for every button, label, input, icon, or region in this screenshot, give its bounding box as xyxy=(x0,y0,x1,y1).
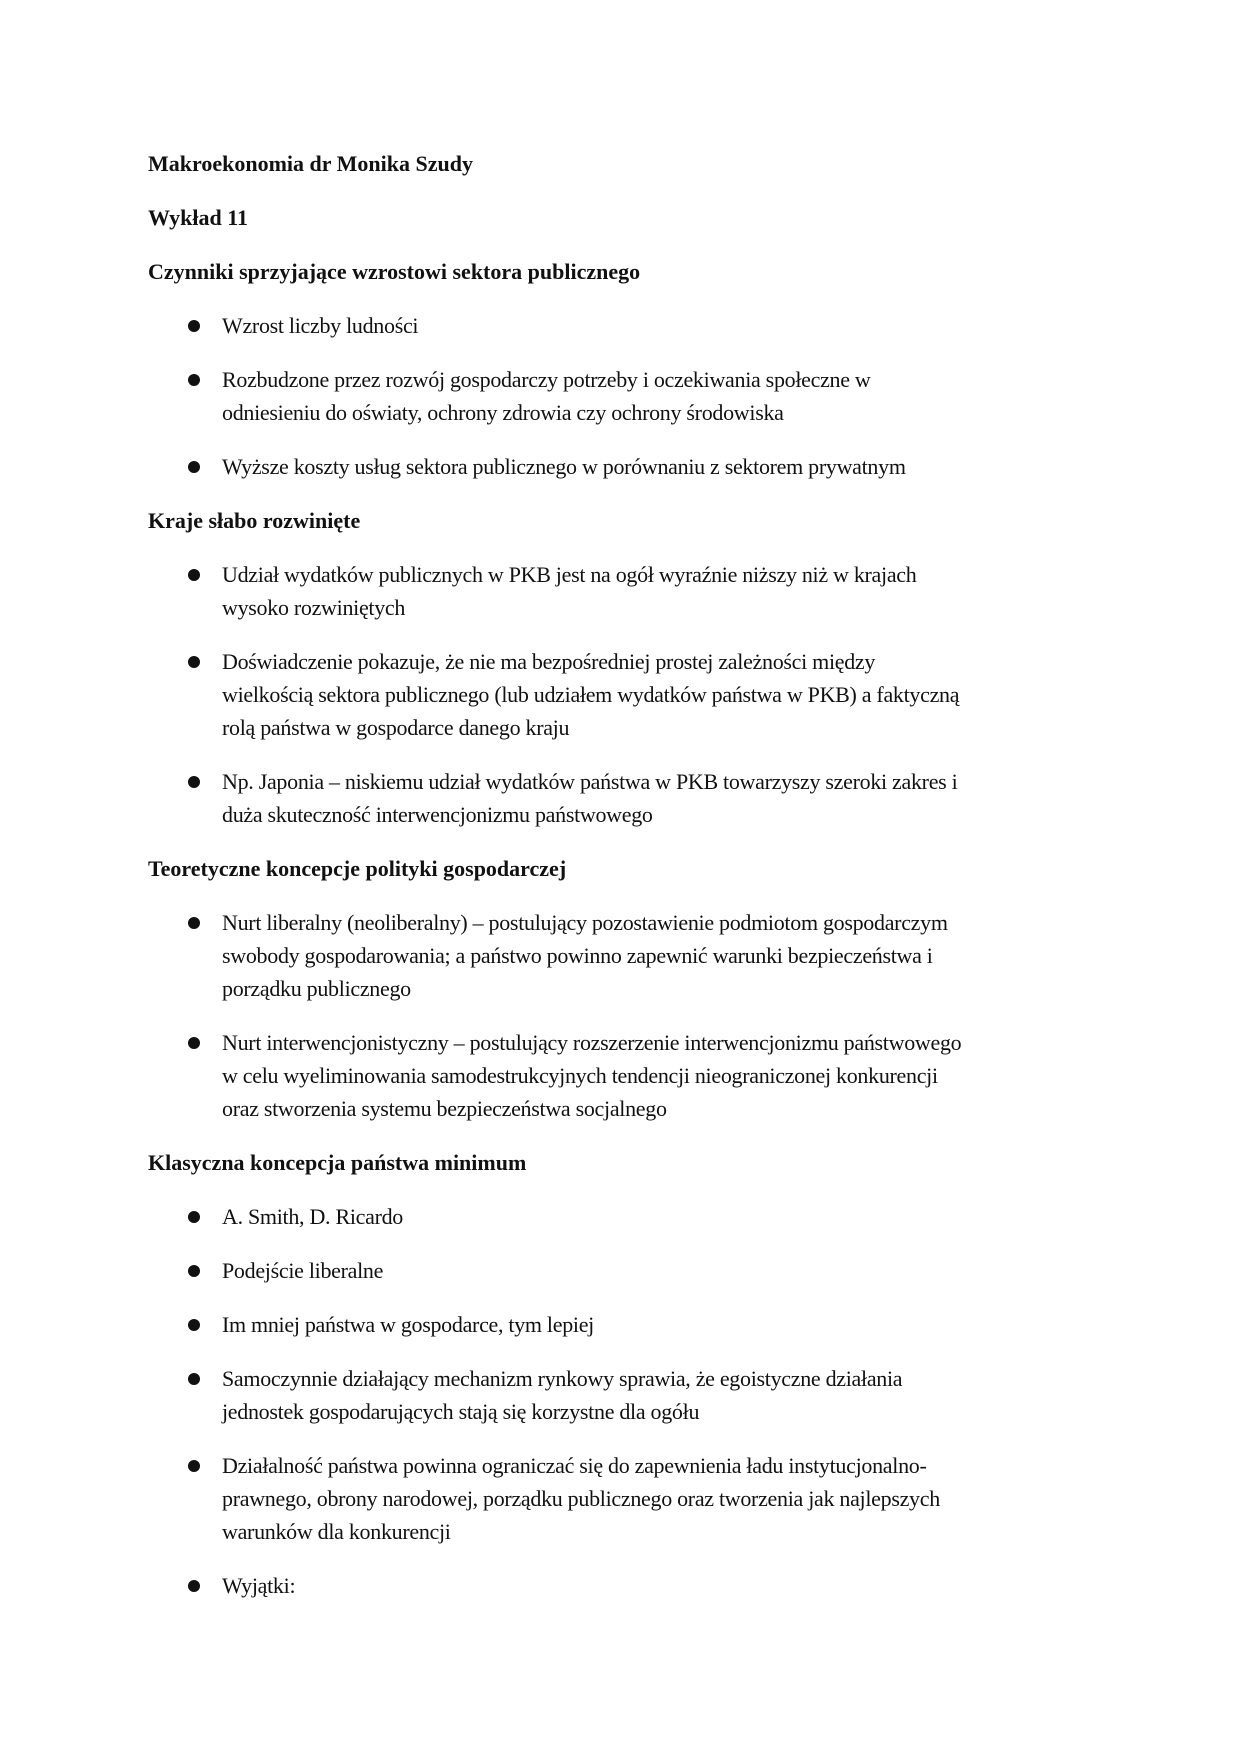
bullet-item xyxy=(148,1026,1148,1125)
bullet-icon xyxy=(188,1373,200,1385)
bullet-item xyxy=(148,450,1148,483)
document-page xyxy=(148,147,1148,1623)
bullet-text-line: prawnego, obrony narodowej, porządku publicznego oraz tworzenia jak najlepszych xyxy=(222,1486,940,1511)
bullet-text-line: Im mniej państwa w gospodarce, tym lepiej xyxy=(222,1312,594,1337)
bullet-icon xyxy=(188,1265,200,1277)
bullet-text-line: odniesieniu do oświaty, ochrony zdrowia czy ochrony środowiska xyxy=(222,400,784,425)
bullet-item xyxy=(148,906,1148,1005)
bullet-icon xyxy=(188,1211,200,1223)
lecture-number: Wykład 11 xyxy=(148,205,249,230)
bullet-icon xyxy=(188,569,200,581)
bullet-text-line: swobody gospodarowania; a państwo powinno zapewnić warunki bezpieczeństwa i xyxy=(222,943,933,968)
bullet-item xyxy=(148,1362,1148,1428)
bullet-icon xyxy=(188,917,200,929)
bullet-text-line: warunków dla konkurencji xyxy=(222,1519,451,1544)
document-title: Makroekonomia dr Monika Szudy xyxy=(148,151,473,176)
bullet-item xyxy=(148,1449,1148,1548)
bullet-text-line: A. Smith, D. Ricardo xyxy=(222,1204,403,1229)
bullet-text-line: w celu wyeliminowania samodestrukcyjnych tendencji nieograniczonej konkurencji xyxy=(222,1063,938,1088)
bullet-text-line: Nurt interwencjonistyczny – postulujący rozszerzenie interwencjonizmu państwowego xyxy=(222,1030,962,1055)
bullet-icon xyxy=(188,776,200,788)
bullet-text-line: porządku publicznego xyxy=(222,976,411,1001)
bullet-text-line: rolą państwa w gospodarce danego kraju xyxy=(222,715,570,740)
bullet-text-line: Rozbudzone przez rozwój gospodarczy potrzeby i oczekiwania społeczne w xyxy=(222,367,871,392)
bullet-item xyxy=(148,363,1148,429)
bullet-text-line: Działalność państwa powinna ograniczać się do zapewnienia ładu instytucjonalno- xyxy=(222,1453,927,1478)
bullet-text-line: Np. Japonia – niskiemu udział wydatków państwa w PKB towarzyszy szeroki zakres i xyxy=(222,769,958,794)
bullet-item xyxy=(148,558,1148,624)
section-heading: Kraje słabo rozwinięte xyxy=(148,508,361,533)
section-heading: Teoretyczne koncepcje polityki gospodarczej xyxy=(148,856,567,881)
bullet-icon xyxy=(188,1580,200,1592)
bullet-text-line: jednostek gospodarujących stają się korzystne dla ogółu xyxy=(222,1399,700,1424)
bullet-text-line: Wyższe koszty usług sektora publicznego w porównaniu z sektorem prywatnym xyxy=(222,454,906,479)
bullet-item xyxy=(148,1254,1148,1287)
bullet-icon xyxy=(188,656,200,668)
bullet-icon xyxy=(188,1319,200,1331)
bullet-item xyxy=(148,645,1148,744)
sections xyxy=(148,255,1148,1602)
bullet-icon xyxy=(188,320,200,332)
bullet-text-line: Nurt liberalny (neoliberalny) – postulujący pozostawienie podmiotom gospodarczym xyxy=(222,910,948,935)
bullet-text-line: duża skuteczność interwencjonizmu państwowego xyxy=(222,802,653,827)
bullet-item xyxy=(148,1569,1148,1602)
bullet-item xyxy=(148,765,1148,831)
bullet-text-line: Wzrost liczby ludności xyxy=(222,313,419,338)
bullet-icon xyxy=(188,1037,200,1049)
section-heading: Klasyczna koncepcja państwa minimum xyxy=(148,1150,527,1175)
bullet-text-line: Podejście liberalne xyxy=(222,1258,384,1283)
bullet-item xyxy=(148,1308,1148,1341)
bullet-text-line: Doświadczenie pokazuje, że nie ma bezpośredniej prostej zależności między xyxy=(222,649,876,674)
bullet-item xyxy=(148,309,1148,342)
bullet-text-line: Udział wydatków publicznych w PKB jest na ogół wyraźnie niższy niż w krajach xyxy=(222,562,917,587)
bullet-icon xyxy=(188,374,200,386)
bullet-text-line: wielkością sektora publicznego (lub udziałem wydatków państwa w PKB) a faktyczną xyxy=(222,682,960,707)
section-heading: Czynniki sprzyjające wzrostowi sektora publicznego xyxy=(148,259,641,284)
bullet-text-line: Wyjątki: xyxy=(222,1573,296,1598)
bullet-icon xyxy=(188,1460,200,1472)
bullet-icon xyxy=(188,461,200,473)
bullet-text-line: oraz stworzenia systemu bezpieczeństwa socjalnego xyxy=(222,1096,667,1121)
bullet-item xyxy=(148,1200,1148,1233)
bullet-text-line: Samoczynnie działający mechanizm rynkowy sprawia, że egoistyczne działania xyxy=(222,1366,903,1391)
bullet-text-line: wysoko rozwiniętych xyxy=(222,595,406,620)
